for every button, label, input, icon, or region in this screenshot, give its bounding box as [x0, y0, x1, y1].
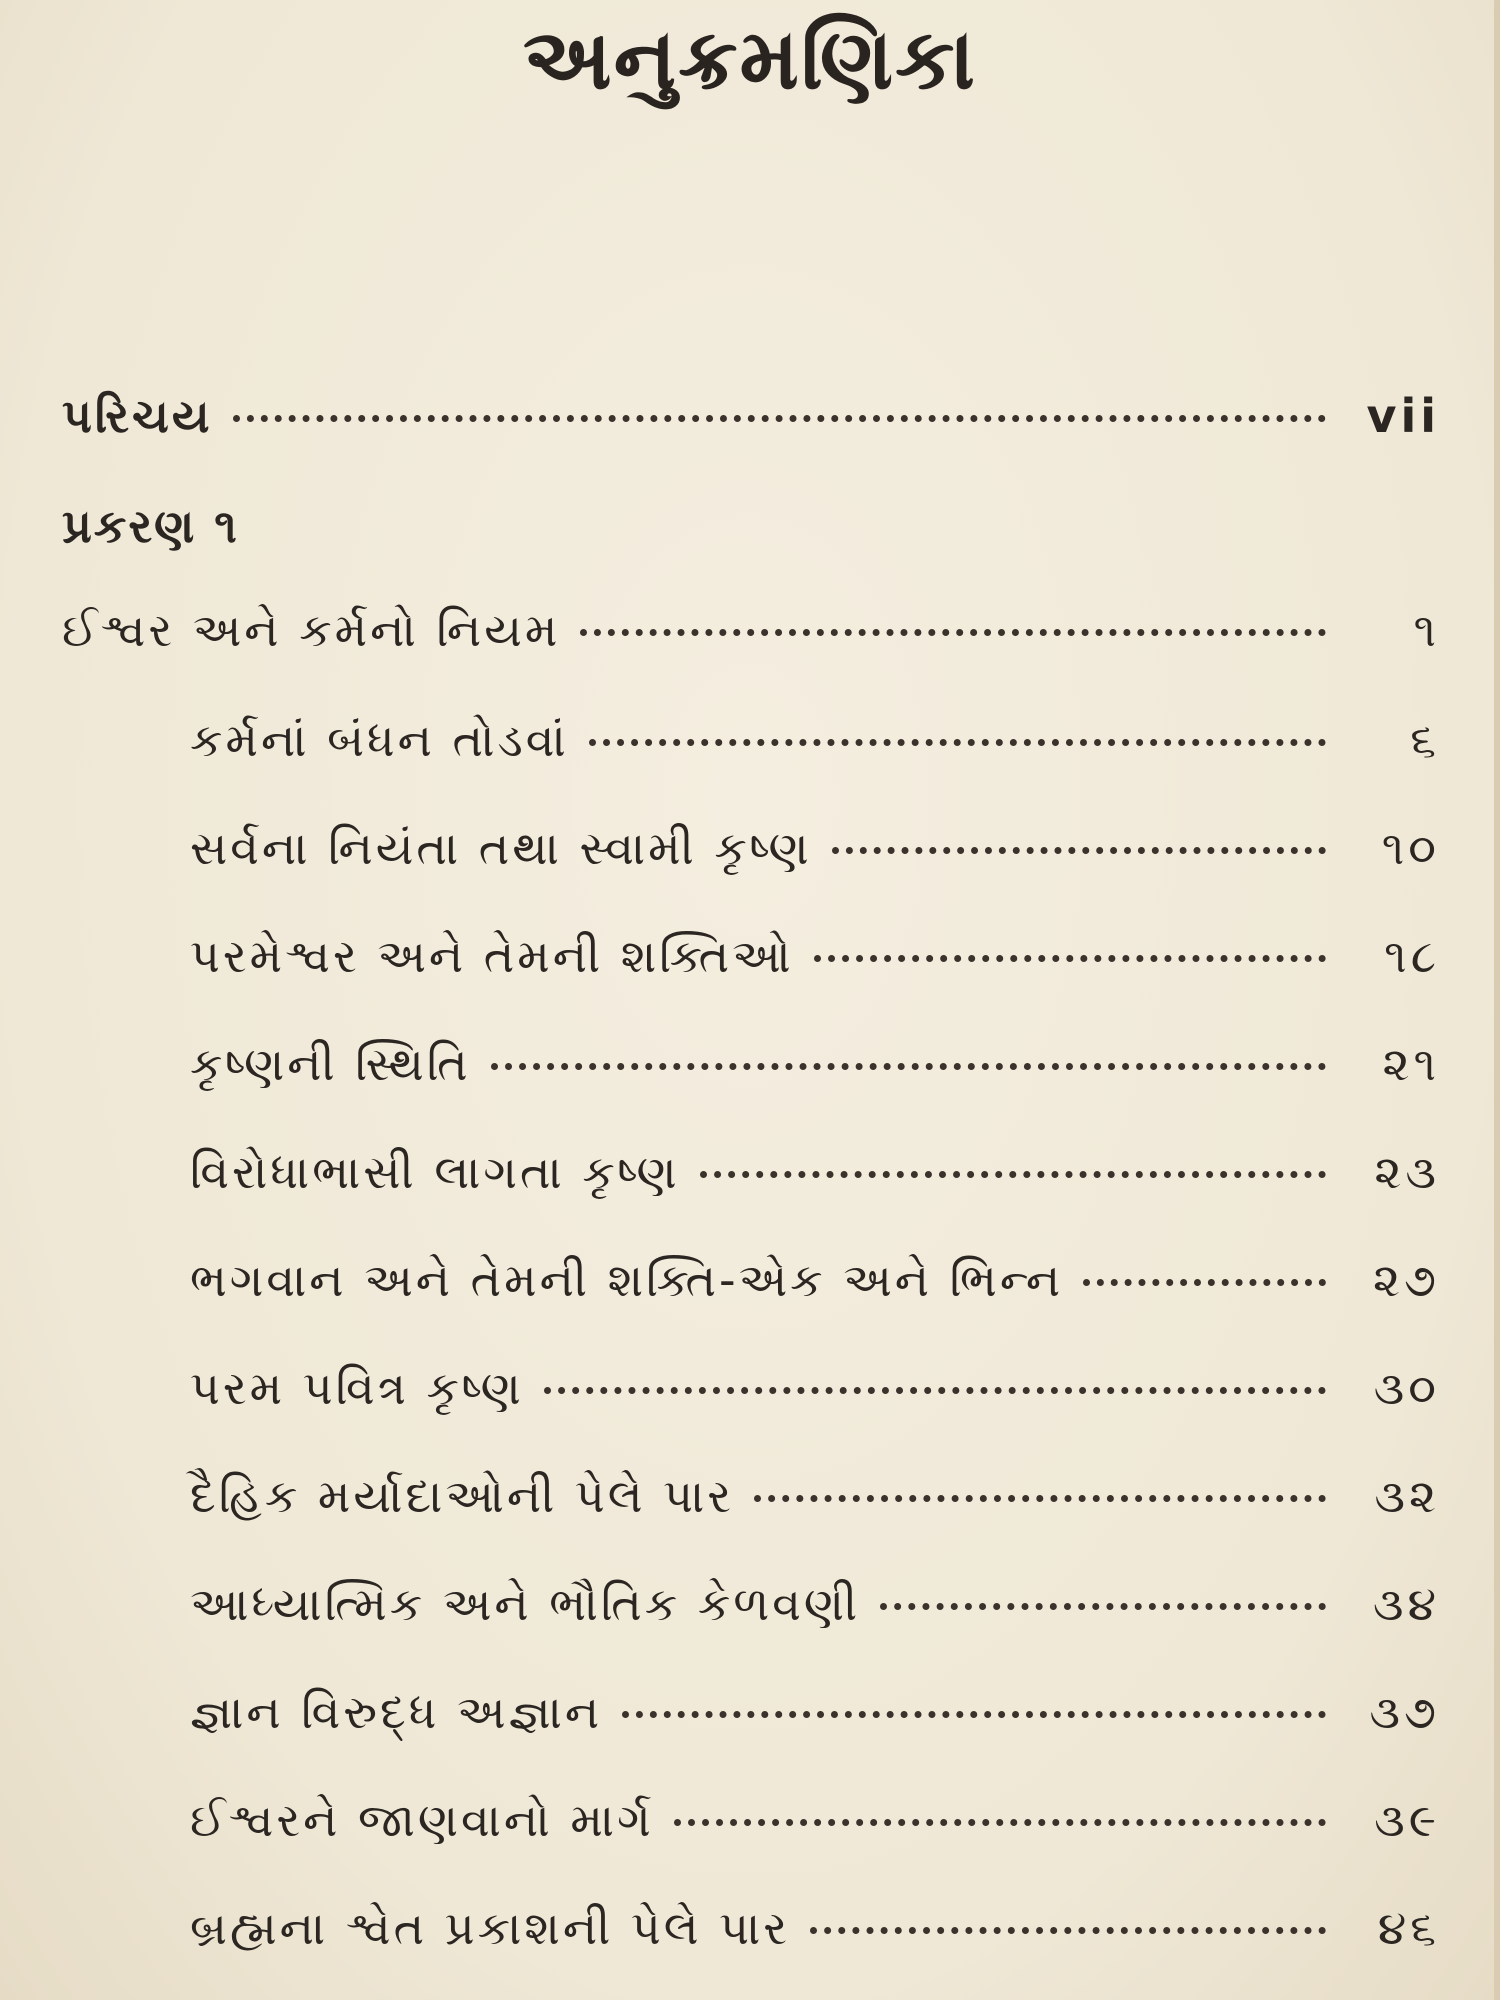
toc-entry-label: ઈશ્વરને જાણવાનો માર્ગ	[190, 1793, 654, 1847]
toc-entry-label: સર્વના નિયંતા તથા સ્વામી કૃષ્ણ	[190, 821, 812, 875]
toc-page-number: ૩૪	[1372, 1577, 1440, 1631]
toc-entry-label: કૃષ્ણની સ્થિતિ	[190, 1037, 471, 1091]
toc-entry	[190, 1250, 1440, 1310]
page-title: અનુક્રમણિકા	[523, 10, 977, 108]
toc-page-number: ૨૩	[1374, 1145, 1440, 1199]
toc-page-number: ૬	[1410, 713, 1440, 767]
toc-entry-label: આધ્યાત્મિક અને ભૌતિક કેળવણી	[190, 1577, 861, 1631]
toc-page-number: ૧૮	[1384, 929, 1440, 983]
toc-entry	[190, 1682, 1440, 1742]
dot-leader	[589, 739, 1326, 746]
toc-page-number: ૩૯	[1374, 1793, 1440, 1847]
toc-entry-label: પરમ પવિત્ર કૃષ્ણ	[190, 1361, 524, 1415]
toc-entry-label: પરિચય	[62, 389, 213, 443]
dot-leader	[233, 415, 1326, 422]
toc-entry-label: કર્મનાં બંધન તોડવાં	[190, 713, 569, 767]
toc-page-number: ૧	[1413, 603, 1440, 657]
dot-leader	[880, 1603, 1326, 1610]
toc-page-number: ૪૬	[1377, 1901, 1440, 1955]
toc-entry	[190, 1790, 1440, 1850]
toc-entry-chapter	[62, 600, 1440, 660]
chapter-heading: પ્રકરણ ૧	[62, 499, 239, 553]
dot-leader	[1083, 1279, 1326, 1286]
toc-entry	[190, 1898, 1440, 1958]
toc-page-number: vii	[1366, 389, 1440, 443]
toc-page-number: ૩૦	[1373, 1361, 1440, 1415]
toc-entry-label: જ્ઞાન વિરુદ્ધ અજ્ઞાન	[190, 1685, 603, 1739]
dot-leader	[814, 955, 1326, 962]
toc-page-number: ૩૨	[1374, 1469, 1440, 1523]
toc-entry	[190, 1142, 1440, 1202]
dot-leader	[754, 1495, 1326, 1502]
toc-entry	[190, 710, 1440, 770]
toc-entry-label: ઈશ્વર અને કર્મનો નિયમ	[62, 603, 561, 657]
toc-entry	[190, 926, 1440, 986]
toc-entry	[190, 1358, 1440, 1418]
toc-entry-label: દૈહિક મર્યાદાઓની પેલે પાર	[190, 1469, 735, 1523]
toc-entry	[190, 1034, 1440, 1094]
toc-page-number: ૨૭	[1373, 1253, 1440, 1307]
toc-entry-label: પરમેશ્વર અને તેમની શક્તિઓ	[190, 929, 794, 983]
dot-leader	[622, 1711, 1326, 1718]
toc-entry	[190, 1466, 1440, 1526]
toc-entry	[190, 1574, 1440, 1634]
toc-entry-label: બ્રહ્મના શ્વેત પ્રકાશની પેલે પાર	[190, 1901, 791, 1955]
dot-leader	[491, 1063, 1326, 1070]
toc-entry-label: વિરોધાભાસી લાગતા કૃષ્ણ	[190, 1145, 680, 1199]
toc-entry-label: ભગવાન અને તેમની શક્તિ-એક અને ભિન્ન	[190, 1253, 1064, 1307]
dot-leader	[810, 1927, 1326, 1934]
toc-entry-preface	[62, 386, 1440, 446]
toc-page-number: ૩૭	[1369, 1685, 1440, 1739]
toc-entry	[190, 818, 1440, 878]
dot-leader	[674, 1819, 1326, 1826]
dot-leader	[580, 629, 1326, 636]
toc-page-number: ૨૧	[1382, 1037, 1440, 1091]
toc-page-number: ૧૦	[1381, 821, 1440, 875]
dot-leader	[544, 1387, 1326, 1394]
dot-leader	[700, 1171, 1326, 1178]
dot-leader	[832, 847, 1326, 854]
